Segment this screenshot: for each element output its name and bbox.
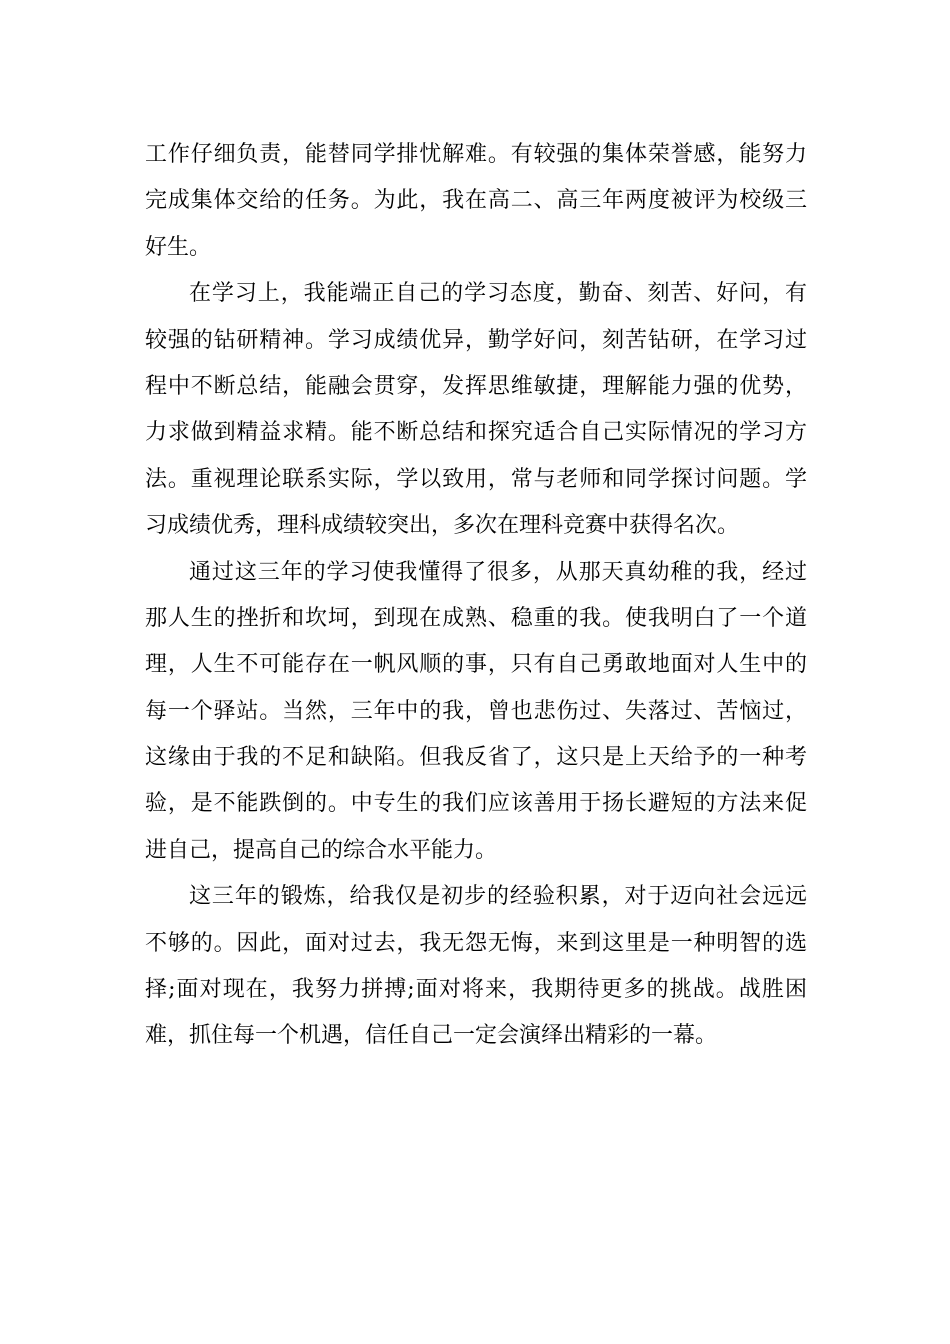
paragraph-line: 通过这三年的学习使我懂得了很多，从那天真幼稚的我，经过 — [189, 559, 807, 585]
paragraph-line: 验，是不能跌倒的。中专生的我们应该善用于扬长避短的方法来促 — [145, 791, 807, 817]
paragraph-4 — [145, 874, 807, 1060]
paragraph-line: 程中不断总结，能融会贯穿，发挥思维敏捷，理解能力强的优势， — [145, 373, 807, 399]
paragraph-2 — [145, 271, 807, 549]
paragraph-line: 完成集体交给的任务。为此，我在高二、高三年两度被评为校级三 — [145, 188, 807, 214]
paragraph-line: 习成绩优秀，理科成绩较突出，多次在理科竞赛中获得名次。 — [145, 513, 740, 539]
paragraph-line: 难，抓住每一个机遇，信任自己一定会演绎出精彩的一幕。 — [145, 1023, 718, 1049]
paragraph-3 — [145, 550, 807, 875]
document-body — [145, 132, 807, 1060]
paragraph-line: 不够的。因此，面对过去，我无怨无悔，来到这里是一种明智的选 — [145, 930, 807, 956]
paragraph-line: 这缘由于我的不足和缺陷。但我反省了，这只是上天给予的一种考 — [145, 745, 807, 771]
paragraph-line: 法。重视理论联系实际，学以致用，常与老师和同学探讨问题。学 — [145, 466, 807, 492]
paragraph-line: 好生。 — [145, 234, 212, 260]
paragraph-line: 力求做到精益求精。能不断总结和探究适合自己实际情况的学习方 — [145, 420, 807, 446]
paragraph-line: 工作仔细负责，能替同学排忧解难。有较强的集体荣誉感，能努力 — [145, 142, 807, 167]
paragraph-line: 较强的钻研精神。学习成绩优异，勤学好问，刻苦钻研，在学习过 — [145, 327, 807, 353]
paragraph-line: 每一个驿站。当然，三年中的我，曾也悲伤过、失落过、苦恼过， — [145, 698, 807, 724]
paragraph-line: 这三年的锻炼，给我仅是初步的经验积累，对于迈向社会远远 — [189, 884, 807, 910]
paragraph-1 — [145, 132, 807, 271]
paragraph-line: 在学习上，我能端正自己的学习态度，勤奋、刻苦、好问，有 — [189, 281, 807, 307]
paragraph-line: 进自己，提高自己的综合水平能力。 — [145, 837, 498, 863]
paragraph-line: 择;面对现在，我努力拼搏;面对将来，我期待更多的挑战。战胜困 — [145, 977, 807, 1003]
paragraph-line: 理，人生不可能存在一帆风顺的事，只有自己勇敢地面对人生中的 — [145, 652, 807, 678]
paragraph-line: 那人生的挫折和坎坷，到现在成熟、稳重的我。使我明白了一个道 — [145, 605, 807, 631]
